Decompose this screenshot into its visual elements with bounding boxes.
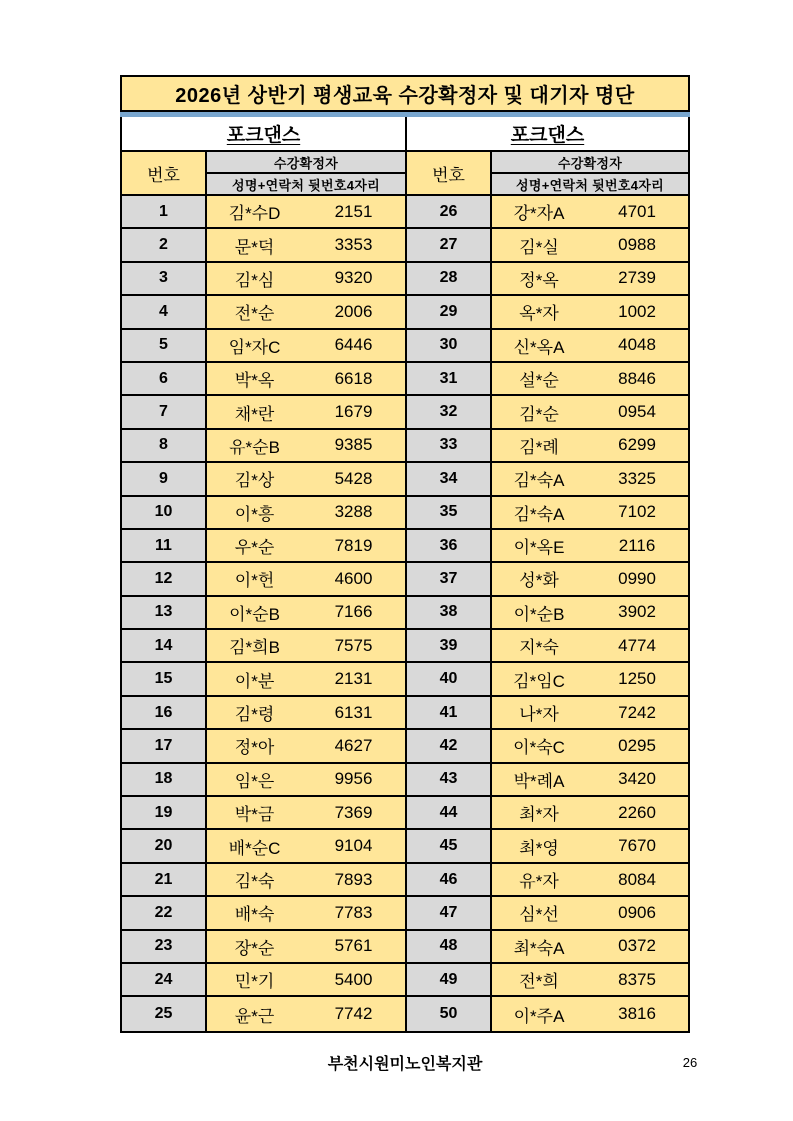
enrollee-cell [492,663,688,694]
enrollee-phone-last4: 4774 [618,635,656,655]
name-phone-header: 성명+연락처 뒷번호4자리 [232,177,380,193]
enrollee-phone-last4: 9385 [334,435,373,455]
row-number-cell: 23 [122,931,207,962]
table-row [407,764,688,797]
table-row [407,797,688,830]
enrollee-name: 이*헌 [234,571,275,591]
enrollee-name: 박*옥 [234,371,275,391]
table-row [407,396,688,429]
enrollee-phone-last4: 7893 [334,869,373,889]
enrollee-name: 김*숙 [234,872,275,891]
row-number-cell: 14 [122,630,207,661]
table-row [122,830,405,863]
table-row [407,830,688,863]
enrollee-name: 정*옥 [519,270,559,290]
table-row [122,630,405,663]
enrollee-cell [492,497,688,528]
row-number-cell: 44 [407,797,492,828]
enrollee-cell [492,897,688,928]
row-number-cell: 34 [407,463,492,494]
table-row [122,597,405,630]
enrollee-name: 이*주A [513,1006,565,1026]
table-row [122,697,405,730]
row-number-cell: 33 [407,430,492,461]
enrollee-cell [207,497,405,528]
enrollee-cell [492,830,688,861]
enrollee-cell [207,263,405,294]
row-number-cell: 50 [407,997,492,1030]
enrollee-name: 심*선 [519,905,559,925]
row-number-cell: 21 [122,864,207,895]
enrollee-cell [207,964,405,995]
table-row [407,597,688,630]
row-number-cell: 22 [122,897,207,928]
enrollee-name: 최*자 [519,805,559,825]
enrollee-cell [492,196,688,227]
enrollee-phone-last4: 0906 [618,902,656,922]
table-row [122,563,405,596]
row-number-cell: 1 [122,196,207,227]
table-row [407,196,688,229]
enrollee-name: 임*자C [228,337,281,357]
enrollee-name: 이*분 [234,671,275,691]
enrollee-cell [492,363,688,394]
enrollee-name: 정*아 [234,738,275,758]
enrollee-name: 문*덕 [234,237,275,257]
enrollee-name: 김*희B [229,638,280,658]
roster-table [120,75,690,1033]
no-column-header: 번호 [122,152,207,194]
enrollee-name: 유*자 [519,872,559,891]
table-row [407,330,688,363]
row-number-cell: 24 [122,964,207,995]
confirmed-header-group [492,152,688,194]
row-number-cell: 31 [407,363,492,394]
enrollee-cell [207,196,405,227]
row-number-cell: 6 [122,363,207,394]
enrollee-cell [492,530,688,561]
table-row [122,363,405,396]
enrollee-name: 윤*근 [234,1006,275,1026]
row-number-cell: 46 [407,864,492,895]
row-number-cell: 47 [407,897,492,928]
table-row [407,964,688,997]
enrollee-name: 이*순B [513,604,565,624]
enrollee-phone-last4: 1002 [618,301,656,321]
table-row [407,363,688,396]
enrollee-phone-last4: 3288 [334,502,373,522]
enrollee-cell [207,597,405,628]
enrollee-name: 김*숙A [513,471,565,491]
enrollee-phone-last4: 2260 [618,802,656,822]
enrollee-cell [207,363,405,394]
table-row [122,396,405,429]
enrollee-name: 옥*자 [519,304,559,324]
enrollee-phone-last4: 0990 [618,568,656,588]
enrollee-phone-last4: 5761 [334,936,373,956]
enrollee-phone-last4: 7742 [334,1004,373,1024]
enrollee-phone-last4: 0954 [618,402,656,422]
row-number-cell: 32 [407,396,492,427]
table-row [407,931,688,964]
enrollee-cell [207,797,405,828]
table-row [122,663,405,696]
enrollee-name: 김*례 [519,437,559,457]
enrollee-phone-last4: 9956 [334,769,373,789]
enrollee-name: 성*화 [519,571,559,591]
enrollee-name: 우*순 [234,538,275,558]
enrollee-name: 이*숙C [513,738,565,758]
enrollee-phone-last4: 9104 [334,836,373,856]
class-name: 포크댄스 [226,125,301,146]
enrollee-cell [207,430,405,461]
panel-left [122,117,405,1031]
row-number-cell: 36 [407,530,492,561]
enrollee-cell [207,296,405,327]
enrollee-phone-last4: 2151 [334,201,373,221]
row-number-cell: 45 [407,830,492,861]
enrollee-phone-last4: 3816 [618,1004,656,1024]
row-number-cell: 13 [122,597,207,628]
enrollee-name: 나*자 [519,705,559,725]
table-row [122,964,405,997]
enrollee-cell [207,897,405,928]
enrollee-name: 장*순 [234,938,275,958]
enrollee-phone-last4: 1679 [334,402,373,422]
table-row [407,563,688,596]
enrollee-cell [492,296,688,327]
enrollee-name: 이*옥E [513,538,565,558]
table-row [407,530,688,563]
table-row [122,296,405,329]
enrollee-name: 김*임C [513,671,565,691]
enrollee-cell [207,630,405,661]
rows-right [407,196,688,1031]
enrollee-name: 김*심 [234,270,275,290]
enrollee-name: 민*기 [234,972,275,992]
enrollee-phone-last4: 4627 [334,735,373,755]
enrollee-cell [207,830,405,861]
row-number-cell: 38 [407,597,492,628]
table-row [122,797,405,830]
enrollee-phone-last4: 0988 [618,235,656,255]
enrollee-phone-last4: 8846 [618,368,656,388]
enrollee-cell [492,964,688,995]
table-row [407,663,688,696]
enrollee-name: 유*순B [229,437,280,457]
enrollee-name: 배*숙 [234,905,275,925]
enrollee-phone-last4: 7166 [334,602,373,622]
table-row [122,497,405,530]
row-number-cell: 2 [122,229,207,260]
enrollee-phone-last4: 7575 [334,635,373,655]
no-column-header: 번호 [407,152,492,194]
row-number-cell: 4 [122,296,207,327]
table-row [122,764,405,797]
row-number-cell: 41 [407,697,492,728]
enrollee-cell [492,563,688,594]
enrollee-cell [492,797,688,828]
confirmed-header-group [207,152,405,194]
row-number-cell: 37 [407,563,492,594]
enrollee-cell [492,630,688,661]
enrollee-phone-last4: 2006 [334,301,373,321]
enrollee-cell [207,330,405,361]
column-headers-right [407,152,688,196]
enrollee-cell [492,764,688,795]
enrollee-cell [207,730,405,761]
table-row [122,730,405,763]
row-number-cell: 49 [407,964,492,995]
enrollee-phone-last4: 0295 [618,735,656,755]
table-row [122,263,405,296]
footer-organization: 부천시원미노인복지관 [327,1056,483,1073]
enrollee-name: 김*숙A [513,504,565,524]
enrollee-cell [492,997,688,1030]
table-row [122,196,405,229]
panel-right [405,117,688,1031]
enrollee-name: 전*희 [519,972,559,992]
enrollee-phone-last4: 3420 [618,769,656,789]
row-number-cell: 10 [122,497,207,528]
class-name-header-left [122,117,405,152]
row-number-cell: 20 [122,830,207,861]
row-number-cell: 11 [122,530,207,561]
enrollee-phone-last4: 3325 [618,468,656,488]
enrollee-cell [492,229,688,260]
enrollee-name: 박*금 [234,805,275,825]
row-number-cell: 12 [122,563,207,594]
table-row [407,296,688,329]
enrollee-cell [492,463,688,494]
name-phone-header: 성명+연락처 뒷번호4자리 [516,177,664,193]
row-number-cell: 19 [122,797,207,828]
class-name: 포크댄스 [510,125,585,146]
enrollee-name: 임*은 [234,771,275,791]
table-row [122,897,405,930]
enrollee-phone-last4: 4600 [334,568,373,588]
enrollee-cell [207,530,405,561]
enrollee-name: 전*순 [234,304,275,324]
enrollee-phone-last4: 7783 [334,902,373,922]
table-row [122,530,405,563]
table-row [407,864,688,897]
enrollee-cell [207,997,405,1030]
enrollee-cell [492,430,688,461]
enrollee-phone-last4: 7819 [334,535,373,555]
enrollee-phone-last4: 8375 [618,969,656,989]
row-number-cell: 9 [122,463,207,494]
row-number-cell: 25 [122,997,207,1030]
enrollee-phone-last4: 1250 [618,669,656,689]
enrollee-phone-last4: 7242 [618,702,656,722]
enrollee-phone-last4: 5428 [334,468,373,488]
table-row [407,730,688,763]
enrollee-name: 배*순C [228,838,281,858]
page-number: 26 [682,1055,698,1070]
enrollee-name: 김*순 [519,404,559,424]
enrollee-phone-last4: 6446 [334,335,373,355]
enrollee-phone-last4: 3353 [334,235,373,255]
row-number-cell: 27 [407,229,492,260]
enrollee-phone-last4: 6299 [618,435,656,455]
enrollee-name: 강*자A [513,204,565,224]
enrollee-name: 채*란 [234,404,275,424]
rows-left [122,196,405,1031]
enrollee-phone-last4: 7369 [334,802,373,822]
enrollee-phone-last4: 7102 [618,502,656,522]
row-number-cell: 26 [407,196,492,227]
enrollee-phone-last4: 4701 [618,201,656,221]
row-number-cell: 8 [122,430,207,461]
enrollee-phone-last4: 4048 [618,335,656,355]
table-row [122,430,405,463]
enrollee-name: 김*상 [234,471,275,491]
enrollee-cell [207,396,405,427]
enrollee-phone-last4: 9320 [334,268,373,288]
enrollee-cell [207,663,405,694]
enrollee-cell [492,864,688,895]
row-number-cell: 16 [122,697,207,728]
enrollee-name: 김*령 [234,705,275,725]
enrollee-name: 이*흥 [234,504,275,524]
enrollee-name: 신*옥A [513,337,565,357]
enrollee-name: 이*순B [229,604,280,624]
enrollee-name: 지*숙 [519,638,559,658]
row-number-cell: 40 [407,663,492,694]
enrollee-phone-last4: 2116 [618,535,656,555]
enrollee-cell [207,463,405,494]
enrollee-phone-last4: 7670 [618,836,656,856]
enrollee-cell [207,764,405,795]
table-row [407,630,688,663]
enrollee-name: 설*순 [519,371,559,391]
table-row [407,430,688,463]
row-number-cell: 48 [407,931,492,962]
row-number-cell: 35 [407,497,492,528]
enrollee-cell [492,730,688,761]
enrollee-phone-last4: 6618 [334,368,373,388]
enrollee-phone-last4: 2739 [618,268,656,288]
table-row [122,997,405,1030]
enrollee-cell [207,931,405,962]
document-title: 2026년 상반기 평생교육 수강확정자 및 대기자 명단 [120,75,690,112]
row-number-cell: 15 [122,663,207,694]
row-number-cell: 30 [407,330,492,361]
table-row [407,263,688,296]
table-row [407,697,688,730]
enrollee-name: 김*수D [228,204,281,224]
enrollee-phone-last4: 6131 [334,702,373,722]
table-row [407,997,688,1030]
enrollee-phone-last4: 8084 [618,869,656,889]
row-number-cell: 42 [407,730,492,761]
table-row [407,497,688,530]
enrollee-phone-last4: 0372 [618,936,656,956]
enrollee-name: 최*숙A [513,938,565,958]
row-number-cell: 39 [407,630,492,661]
row-number-cell: 43 [407,764,492,795]
enrollee-cell [492,597,688,628]
row-number-cell: 3 [122,263,207,294]
confirmed-header: 수강확정자 [492,152,688,174]
enrollee-cell [207,229,405,260]
enrollee-table [120,117,690,1033]
enrollee-cell [492,263,688,294]
table-row [122,864,405,897]
enrollee-cell [207,697,405,728]
enrollee-cell [492,697,688,728]
enrollee-phone-last4: 5400 [334,969,373,989]
table-row [122,229,405,262]
table-row [407,463,688,496]
enrollee-name: 박*례A [513,771,565,791]
enrollee-cell [207,563,405,594]
table-row [407,897,688,930]
row-number-cell: 18 [122,764,207,795]
enrollee-cell [492,396,688,427]
table-row [407,229,688,262]
table-row [122,931,405,964]
enrollee-cell [492,931,688,962]
enrollee-cell [492,330,688,361]
confirmed-header: 수강확정자 [207,152,405,174]
column-headers-left [122,152,405,196]
class-name-header-right [407,117,688,152]
enrollee-phone-last4: 3902 [618,602,656,622]
row-number-cell: 17 [122,730,207,761]
row-number-cell: 29 [407,296,492,327]
row-number-cell: 28 [407,263,492,294]
table-row [122,330,405,363]
enrollee-cell [207,864,405,895]
row-number-cell: 7 [122,396,207,427]
table-row [122,463,405,496]
enrollee-phone-last4: 2131 [334,669,373,689]
enrollee-name: 최*영 [519,838,559,858]
row-number-cell: 5 [122,330,207,361]
enrollee-name: 김*실 [519,237,559,257]
